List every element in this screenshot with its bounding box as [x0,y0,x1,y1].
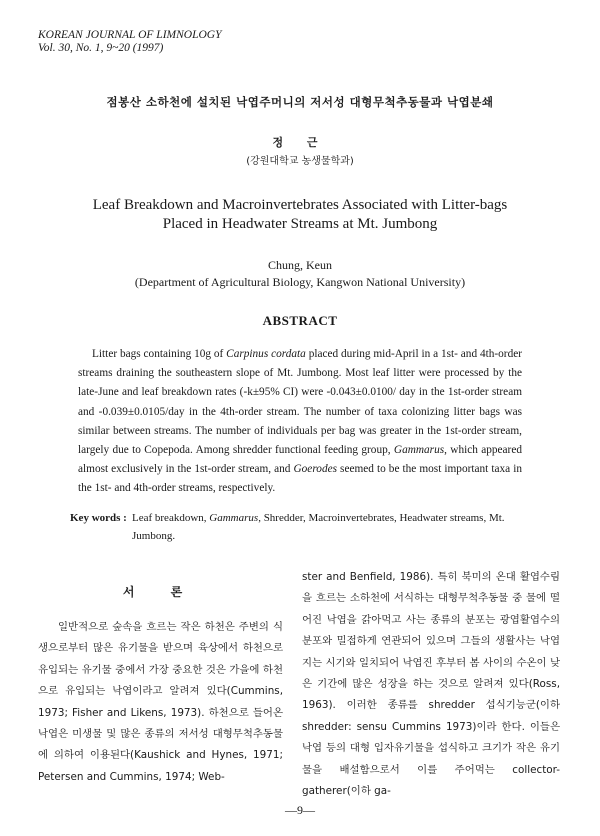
korean-affiliation: (강원대학교 농생물학과) [246,156,354,167]
keywords-list [132,509,530,545]
english-title [60,196,540,234]
abstract-text [78,345,522,499]
keyword-part-1: Leaf breakdown, [132,512,210,524]
abstract-part-1: Litter bags containing 10g of [92,348,227,360]
abstract-species: Carpinus cordata [226,348,306,360]
keyword-gammarus: Gammarus [209,512,259,524]
abstract-part-2: placed during mid-April in a 1st- and 4th-order streams draining the southeastern slope of Mt. Jumbong. Most leaf litter were processed by the late-June and leaf breakdown rates (-k±95% CI) were -0.043±0.0100/ day in the 1st-order stream and -0.039±0.0105/day in the 4th-order stream. The number of taxa colonizing litter bags was similar between streams. The number of individuals per bag was greater in the 1st-order stream, largely due to Copepoda. Among shredder functional feeding group, [78,348,522,457]
korean-title: 점봉산 소하천에 설치된 낙엽주머니의 저서성 대형무척추동물과 낙엽분쇄 [106,95,494,109]
body-right-column: ster and Benfield, 1986). 특히 북미의 온대 활엽수림을 흐르는 소하천에 서식하는 대형무척추동물 중 물에 떨어진 낙엽을 갉아먹고 사는 종류의 분포는 광엽활엽수의 분포와 밀접하게 연관되어 있으며 그들의 생활사는 낙엽지는 시기와 일치되어 낙엽진 후부터 봄 사이의 수온이 낮은 기간에 많은 성장을 하는 것으로 알려져 있다(Ross, 1963). 이러한 종류를 shredder 섭식기능군(이하 shredder: sensu Cummins 1973)이라 한다. 이들은 낙엽 등의 대형 입자유기물을 섭식하고 크기가 작은 유기물을 배설함으로서 이를 주어먹는 collector-gatherer(이하 ga- [302,571,560,798]
abstract-part-4: seemed to be the most important taxa in the 1st- and 4th-order streams, respectively. [78,463,522,495]
english-title-line2: Placed in Headwater Streams at Mt. Jumbong [162,216,438,232]
section-heading-introduction: 서 론 [122,585,199,599]
keyword-part-3: , Shredder, Macroinvertebrates, Headwater streams, Mt. Jumbong. [132,512,505,542]
english-affiliation: (Department of Agricultural Biology, Kangwon National University) [134,275,466,289]
journal-volume: Vol. 30, No. 1, 9~20 (1997) [38,42,164,54]
keywords-label: Key words : [70,512,127,524]
korean-author: 정 근 [272,136,328,149]
journal-header [38,29,221,55]
page-number: —9— [285,803,315,817]
english-title-line1: Leaf Breakdown and Macroinvertebrates Associated with Litter-bags [92,197,508,213]
body-left-column: 일반적으로 숲속을 흐르는 작은 하천은 주변의 식생으로부터 많은 유기물을 받으며 육상에서 하천으로 유입되는 유기물 중에서 가장 중요한 것은 가을에 하천으로 유입되는 낙엽이라고 알려져 있다(Cummins, 1973; Fisher and Likens, 1973). 하천으로 들어온 낙엽은 미생물 및 많은 종류의 저서성 대형무척추동물에 의하여 이용된다(Kaushick and Hynes, 1971; Petersen and Cummins, 1974; Web- [38,621,283,783]
abstract-heading: ABSTRACT [262,313,338,328]
journal-name: KOREAN JOURNAL OF LIMNOLOGY [38,29,222,41]
abstract-genus-goerodes: Goerodes [293,463,338,476]
abstract-genus-gammarus: Gammarus [393,444,445,457]
abstract-part-3: , which appeared almost exclusively in the 1st-order stream, and [78,444,522,476]
english-author: Chung, Keun [268,258,332,272]
